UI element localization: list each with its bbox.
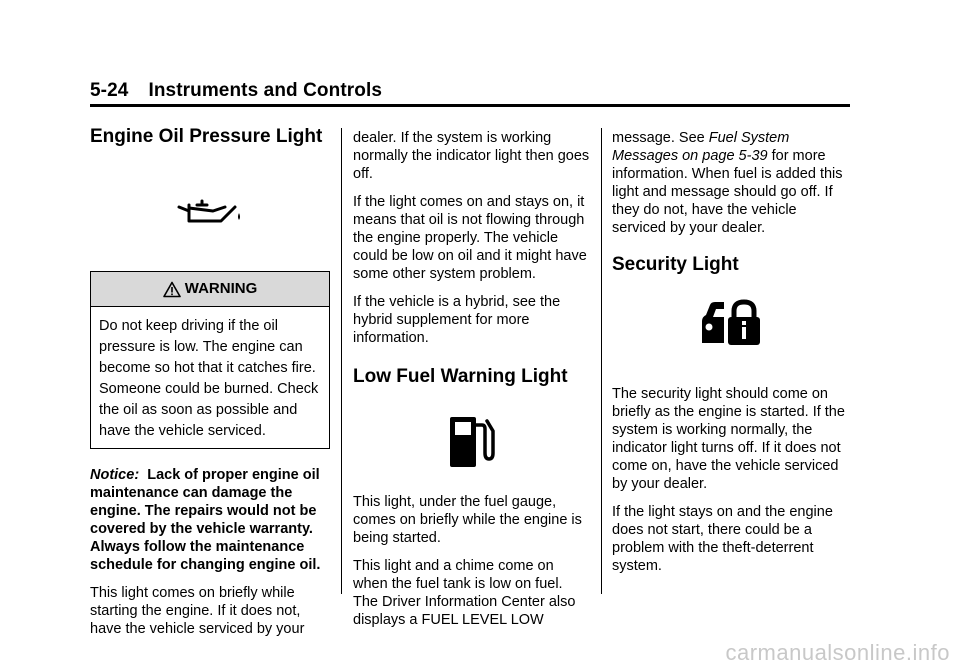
security-paragraph-2: If the light stays on and the engine does not start, there could be a problem with the theft-deterrent system.: [612, 504, 833, 574]
notice-text: Lack of proper engine oil maintenance can damage the engine. The repairs would not be covered by the vehicle warranty. Always follow the maintenance schedule for changing engine oil.: [90, 467, 321, 573]
fuel-pump-icon-wrap: [353, 413, 590, 493]
section-title: Instruments and Controls: [148, 80, 383, 101]
security-icon-wrap: [612, 299, 852, 385]
fuel-text-b: for more information. When fuel is added this light and message should go off. If they do not, have the vehicle serviced by your dealer.: [612, 148, 843, 236]
oil-pressure-heading: Engine Oil Pressure Light: [90, 126, 323, 147]
oil-paragraph-4: If the vehicle is a hybrid, see the hybrid supplement for more information.: [353, 294, 561, 346]
fuel-pump-icon: [447, 413, 497, 469]
oil-can-icon: [177, 197, 243, 227]
warning-title: WARNING: [184, 280, 258, 297]
column-divider-2: [601, 128, 602, 594]
page-number: 5-24: [90, 80, 129, 101]
oil-paragraph-3: If the light comes on and stays on, it means that oil is not flowing through the engine properly. The vehicle could be low on oil and it might have some other system problem.: [353, 194, 587, 282]
header-text: [90, 80, 850, 102]
fuel-paragraph-1: This light, under the fuel gauge, comes on briefly while the engine is being started.: [353, 494, 582, 546]
column-2: [353, 129, 590, 639]
column-divider-1: [341, 128, 342, 594]
oil-paragraph-1: This light comes on briefly while starting the engine. If it does not, have the vehicle serviced by your: [90, 585, 305, 637]
page-header: [90, 80, 850, 108]
low-fuel-heading: Low Fuel Warning Light: [353, 366, 568, 387]
header-rule: [90, 104, 850, 107]
fuel-system-reference: Fuel System Messages on page 5‑39: [612, 130, 790, 164]
fuel-text-a: message. See: [612, 130, 709, 146]
security-heading: Security Light: [612, 254, 739, 275]
fuel-paragraph-3: [612, 129, 852, 237]
oil-can-icon-wrap: [90, 197, 330, 241]
security-paragraph-1: The security light should come on briefly as the engine is started. If the system is working normally, the indicator light turns off. If it does not come on, have the vehicle serviced by your dealer.: [612, 386, 845, 492]
notice-label: Notice:: [90, 467, 140, 483]
column-3: [612, 129, 852, 585]
warning-triangle-icon: [163, 281, 181, 298]
security-lock-car-icon: [700, 299, 764, 349]
watermark: carmanualsonline.info: [725, 640, 950, 665]
warning-box: [90, 271, 330, 449]
warning-body: Do not keep driving if the oil pressure is low. The engine can become so hot that it catches fire. Someone could be burned. Check the oil as soon as possible and have the vehicle serviced.: [99, 318, 319, 439]
fuel-paragraph-2: This light and a chime come on when the fuel tank is low on fuel. The Driver Information Center also displays a FUEL LEVEL LOW: [353, 558, 576, 628]
notice-paragraph: [90, 466, 330, 574]
warning-header: [91, 272, 329, 307]
column-1: [90, 125, 330, 648]
oil-paragraph-2: dealer. If the system is working normally the indicator light then goes off.: [353, 130, 590, 182]
